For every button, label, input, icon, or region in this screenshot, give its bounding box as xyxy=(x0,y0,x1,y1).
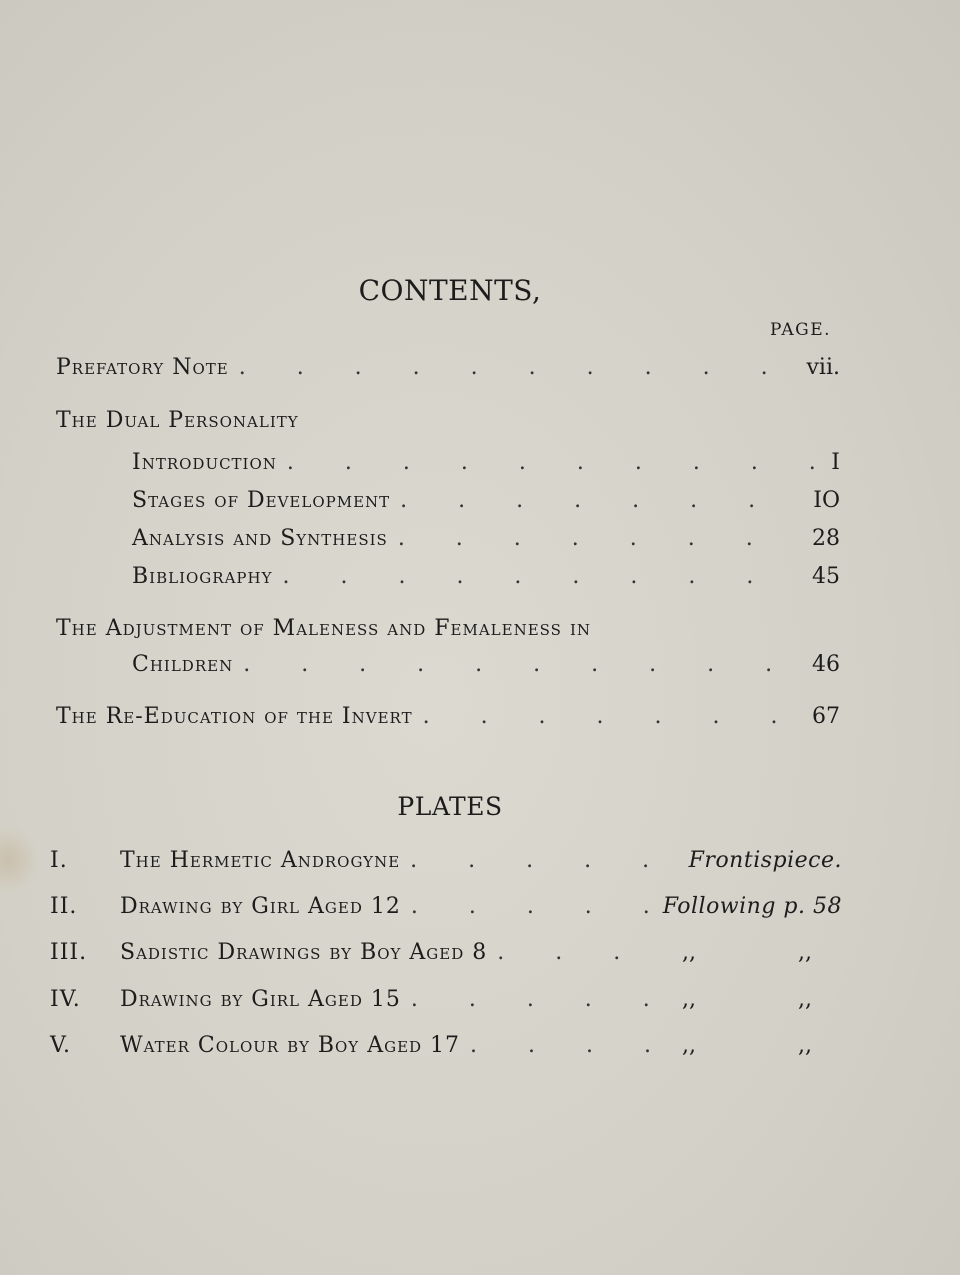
plates-title: PLATES xyxy=(397,792,503,821)
toc-entry-label: Prefatory Note xyxy=(56,355,229,380)
toc-entry-label: Children xyxy=(132,652,234,677)
toc-entry xyxy=(56,704,840,734)
plate-title: Water Colour by Boy Aged 17 xyxy=(120,1033,461,1058)
plate-title: The Hermetic Androgyne xyxy=(120,848,401,873)
toc-section-heading xyxy=(56,616,840,646)
toc-entry xyxy=(132,564,840,594)
plate-entry xyxy=(50,894,842,926)
ditto-marks xyxy=(682,987,842,1012)
toc-entry xyxy=(132,450,840,480)
toc-entry xyxy=(132,526,840,556)
toc-entry-page: 28 xyxy=(812,526,840,551)
dot-leader xyxy=(470,1033,672,1058)
dot-leader xyxy=(282,564,802,589)
plate-number: V. xyxy=(50,1033,72,1058)
dot-leader xyxy=(410,848,678,873)
dot-leader xyxy=(239,355,797,380)
plate-title: Drawing by Girl Aged 15 xyxy=(120,987,401,1012)
ditto-mark: ,, xyxy=(682,987,696,1012)
plate-number: IV. xyxy=(50,987,81,1012)
toc-section-heading xyxy=(56,408,840,438)
toc-entry-page: 67 xyxy=(812,704,840,729)
ditto-mark: ,, xyxy=(798,987,812,1012)
ditto-mark: ,, xyxy=(682,1033,696,1058)
plate-entry xyxy=(50,1033,842,1065)
dot-leader xyxy=(400,488,803,513)
dot-leader xyxy=(423,704,802,729)
toc-entry-page: I xyxy=(831,450,840,475)
toc-entry-page: IO xyxy=(813,488,840,513)
ditto-marks xyxy=(682,1033,842,1058)
plate-number: I. xyxy=(50,848,68,873)
plate-entry xyxy=(50,940,842,972)
plate-number: II. xyxy=(50,894,78,919)
toc-entry-label: The Re-Education of the Invert xyxy=(56,704,413,729)
plate-location: Frontispiece. xyxy=(688,848,842,873)
toc-entry xyxy=(132,652,840,682)
contents-title: CONTENTS, xyxy=(358,274,542,307)
plate-entry xyxy=(50,987,842,1019)
toc-entry-label: The Dual Personality xyxy=(56,408,299,433)
toc-entry-label: Stages of Development xyxy=(132,488,391,513)
plate-title: Sadistic Drawings by Boy Aged 8 xyxy=(120,940,488,965)
toc-entry xyxy=(132,488,840,518)
toc-entry-label: Introduction xyxy=(132,450,277,475)
dot-leader xyxy=(287,450,821,475)
page-column-label: PAGE. xyxy=(770,320,832,340)
toc-entry xyxy=(56,355,840,385)
toc-entry-page: vii. xyxy=(806,355,840,380)
toc-entry-page: 45 xyxy=(812,564,840,589)
toc-entry-label: The Adjustment of Maleness and Femaleness in xyxy=(56,616,592,641)
paper-stain xyxy=(0,825,40,895)
toc-entry-label: Analysis and Synthesis xyxy=(132,526,388,551)
plate-number: III. xyxy=(50,940,88,965)
ditto-marks xyxy=(682,940,842,965)
dot-leader xyxy=(243,652,802,677)
ditto-mark: ,, xyxy=(798,1033,812,1058)
plate-entry xyxy=(50,848,842,880)
plate-title: Drawing by Girl Aged 12 xyxy=(120,894,401,919)
dot-leader xyxy=(411,987,672,1012)
dot-leader xyxy=(497,940,672,965)
toc-entry-label: Bibliography xyxy=(132,564,273,589)
dot-leader xyxy=(398,526,802,551)
dot-leader xyxy=(411,894,653,919)
plate-location: Following p. 58 xyxy=(662,894,842,919)
ditto-mark: ,, xyxy=(798,940,812,965)
toc-entry-page: 46 xyxy=(812,652,840,677)
ditto-mark: ,, xyxy=(682,940,696,965)
